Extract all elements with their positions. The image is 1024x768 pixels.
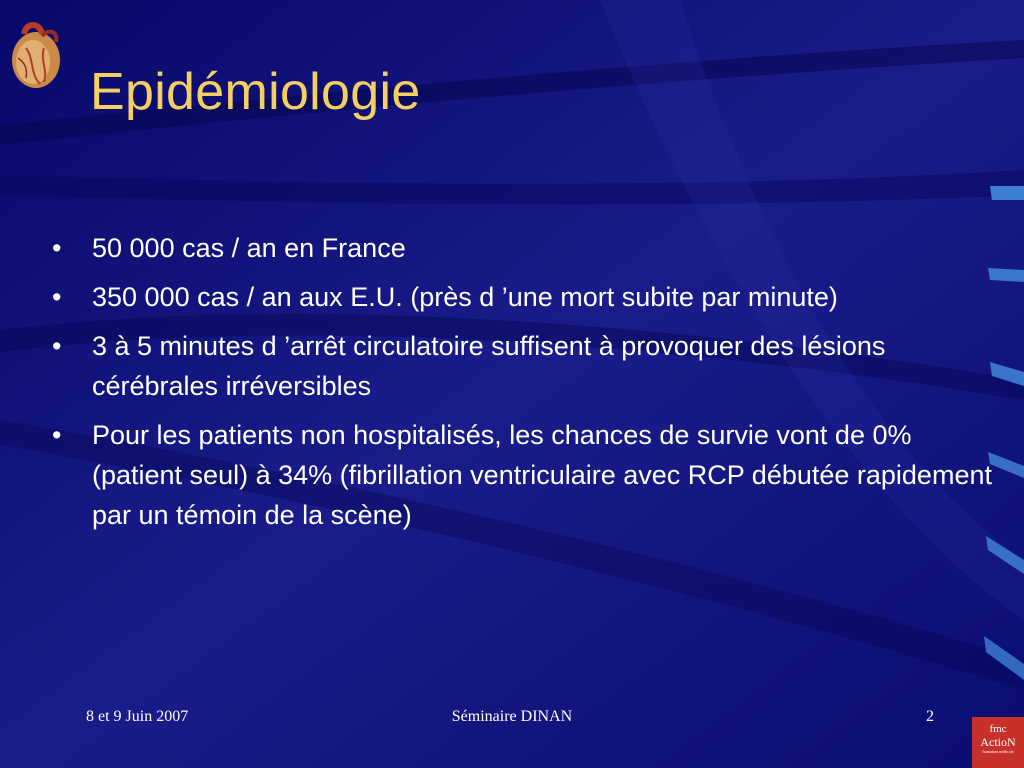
list-item [52,415,992,535]
logo-line-tagline: formation médicale [982,749,1014,754]
bullet-text: 50 000 cas / an en France [92,233,406,263]
page-number: 2 [926,708,934,725]
anatomical-heart-icon [6,18,66,92]
footer-event: Séminaire DINAN [451,708,573,725]
list-item [52,228,992,268]
footer-date: 8 et 9 Juin 2007 [86,708,189,725]
bullet-marker: • [52,420,62,450]
bullet-marker: • [52,233,62,263]
bullet-marker: • [52,331,62,361]
bullet-marker: • [52,282,62,312]
bullet-list [52,228,992,544]
logo-line-fmc: fmc [989,723,1007,735]
list-item [52,326,992,406]
logo-line-action: ActioN [980,735,1016,749]
bullet-text: Pour les patients non hospitalisés, les chances de survie vont de 0% (patient seul) à 34% (fibrillation ventriculaire avec RCP débutée rapidement par un témoin de la scène) [92,420,992,530]
list-item [52,277,992,317]
slide-title: Epidémiologie [90,63,421,121]
bullet-text: 350 000 cas / an aux E.U. (près d ’une mort subite par minute) [92,282,838,312]
fmc-action-logo [972,717,1024,768]
bullet-text: 3 à 5 minutes d ’arrêt circulatoire suffisent à provoquer des lésions cérébrales irréversibles [92,331,886,401]
